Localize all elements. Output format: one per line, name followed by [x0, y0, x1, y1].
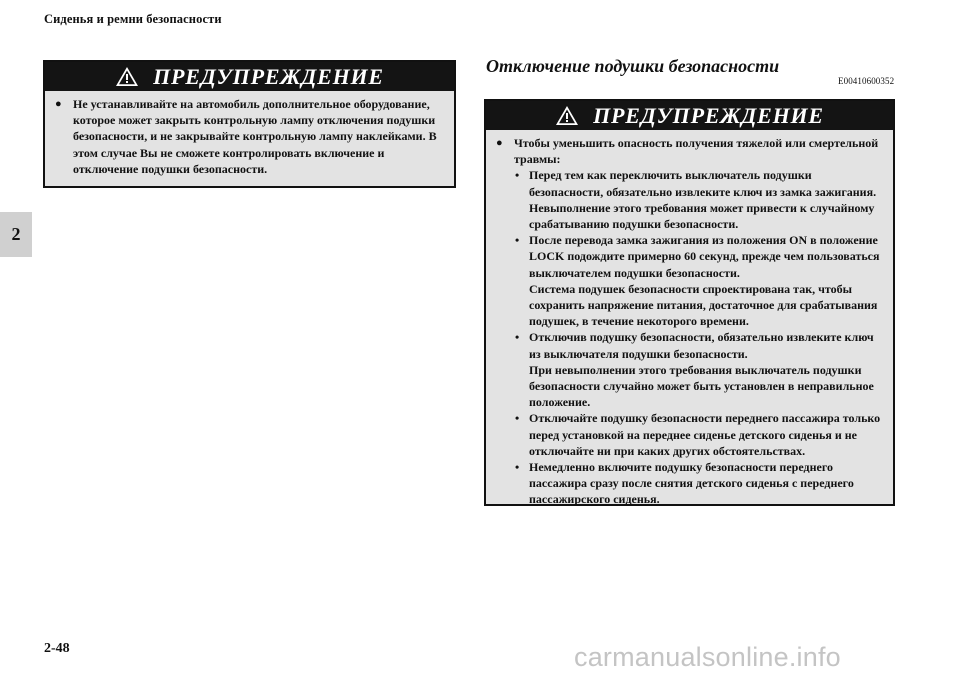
warning-header [45, 62, 454, 91]
section-code: E00410600352 [838, 76, 895, 86]
sub-item [514, 410, 885, 459]
warning-header [486, 101, 893, 130]
sub-item-content [529, 329, 885, 410]
warning-title: ПРЕДУПРЕЖДЕНИЕ [593, 102, 824, 128]
sub-item [514, 329, 885, 410]
warning-body [45, 91, 454, 183]
sub-item-text: После перевода замка зажигания из положения ON в положение LOCK подождите примерно 60 секунд, прежде чем пользоваться выключателем подушки безопасности. [529, 233, 880, 280]
bullet-icon: ● [496, 137, 503, 149]
sub-item [514, 232, 885, 329]
warning-triangle-icon [115, 66, 139, 87]
warning-item-content [514, 135, 885, 508]
sub-item [514, 167, 885, 232]
sub-bullet-icon: • [515, 330, 520, 345]
sub-item-text: Немедленно включите подушку безопасности переднего пассажира сразу после снятия детского сиденья с переднего пассажирского сиденья. [529, 460, 854, 507]
sub-item-text: Перед тем как переключить выключатель подушки безопасности, обязательно извлеките ключ из замка зажигания. Невыполнение этого требования может привести к случайному срабатыванию подушки безопасности. [529, 168, 877, 232]
warning-item [496, 135, 885, 508]
chapter-tab [0, 212, 32, 257]
chapter-number: 2 [11, 224, 21, 244]
sub-item-text: Отключайте подушку безопасности переднего пассажира только перед установкой на переднее сиденье детского сиденья и не отключайте ни при каких других обстоятельствах. [529, 411, 881, 458]
sub-bullet-icon: • [515, 411, 520, 426]
sub-bullet-icon: • [515, 460, 520, 475]
warning-title: ПРЕДУПРЕЖДЕНИЕ [153, 63, 384, 89]
right-warning-box [484, 99, 895, 506]
sub-item [514, 459, 885, 508]
watermark[interactable]: carmanualsonline.info [574, 642, 841, 672]
warning-intro: Чтобы уменьшить опасность получения тяжелой или смертельной травмы: [514, 136, 879, 167]
sub-item-content [529, 232, 885, 329]
bullet-icon: ● [55, 98, 62, 110]
page-number: 2-48 [44, 641, 70, 656]
sub-bullet-icon: • [515, 233, 520, 248]
sub-item-note: Система подушек безопасности спроектирована так, чтобы сохранить напряжение питания, достаточное для срабатывания подушек, в течение некоторого времени. [529, 281, 878, 329]
sub-item-note: При невыполнении этого требования выключатель подушки безопасности случайно может быть установлен в неправильное положение. [529, 362, 874, 410]
warning-item [55, 96, 446, 177]
warning-body [486, 130, 893, 514]
warning-item-text: Не устанавливайте на автомобиль дополнительное оборудование, которое может закрыть контрольную лампу отключения подушки безопасности, и не закрывайте контрольную лампу наклейками. В этом случае Вы не сможете контролировать включение и отключение подушки безопасности. [73, 97, 437, 176]
sub-bullet-icon: • [515, 168, 520, 183]
sub-item-text: Отключив подушку безопасности, обязательно извлеките ключ из выключателя подушки безопасности. [529, 330, 874, 361]
left-warning-box [43, 60, 456, 188]
warning-triangle-icon [555, 105, 579, 126]
section-title: Отключение подушки безопасности [486, 56, 780, 76]
running-header: Сиденья и ремни безопасности [44, 12, 222, 26]
